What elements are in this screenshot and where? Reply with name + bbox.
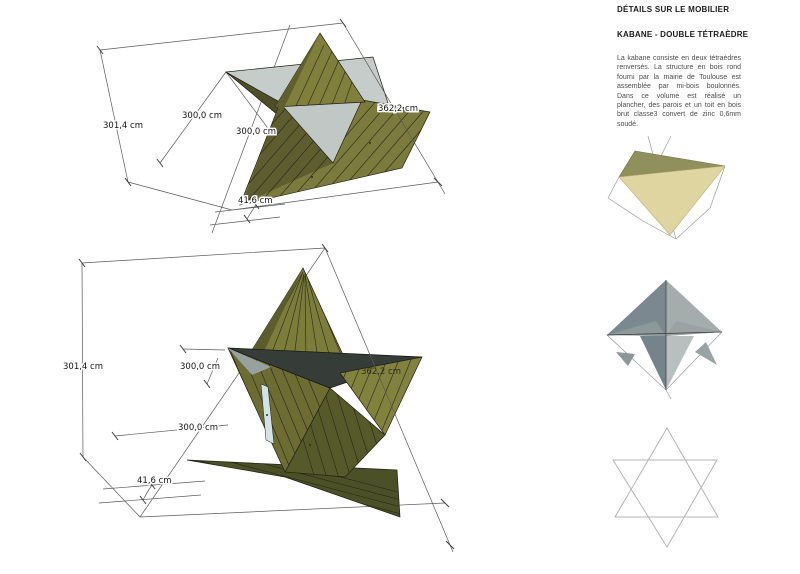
bottom-left-face [640,336,666,390]
thumb-zinc-star-diagram [598,272,733,397]
bottom-perspective-drawing [55,240,455,560]
dim-label-edge-1: 300,0 cm [180,362,220,372]
wood-knot [311,176,313,178]
triangle-up [615,428,718,517]
small-left-facet [616,352,635,366]
thumb-hexagram-plan-diagram [608,420,723,552]
dim-label-offset: 41,6 cm [238,196,273,206]
thumb-floor-plates-diagram [598,136,738,248]
dim-label-edge-2: 300,0 cm [236,127,276,137]
triangle-down [613,460,717,547]
dim-label-edge-2: 300,0 cm [178,423,218,433]
small-right-facet [695,342,717,365]
kabane-structure [185,268,427,543]
top-perspective-drawing [70,15,450,240]
lower-floor-plate [619,166,725,235]
dim-label-height: 301,4 cm [63,362,103,372]
dim-label-diagonal: 362,2 cm [361,367,401,377]
wood-knot [369,142,371,144]
sidebar-title: DÉTAILS SUR LE MOBILIER [617,5,730,14]
sidebar-description: La kabane consiste en deux tétraèdres renversés. La structure en bois rond fourni par la mairie de Toulouse est assemblée par mi-bois boulonnés. Dans ce volume est réalisé un plancher, des parois et un toit en bois brut classe3 convert de zinc 0,6mm soudé. [617,55,741,128]
dim-label-diagonal: 362,2 cm [378,104,418,114]
dim-label-height: 301,4 cm [103,121,143,131]
sidebar-subtitle: KABANE - DOUBLE TÉTRAÈDRE [617,30,749,39]
dim-label-offset: 41,6 cm [137,476,172,486]
bottom-right-face [666,336,694,390]
wood-knot [309,444,311,446]
dim-label-edge-1: 300,0 cm [182,111,222,121]
double-tetrahedron-structure [150,33,475,233]
wood-knot [266,414,268,416]
